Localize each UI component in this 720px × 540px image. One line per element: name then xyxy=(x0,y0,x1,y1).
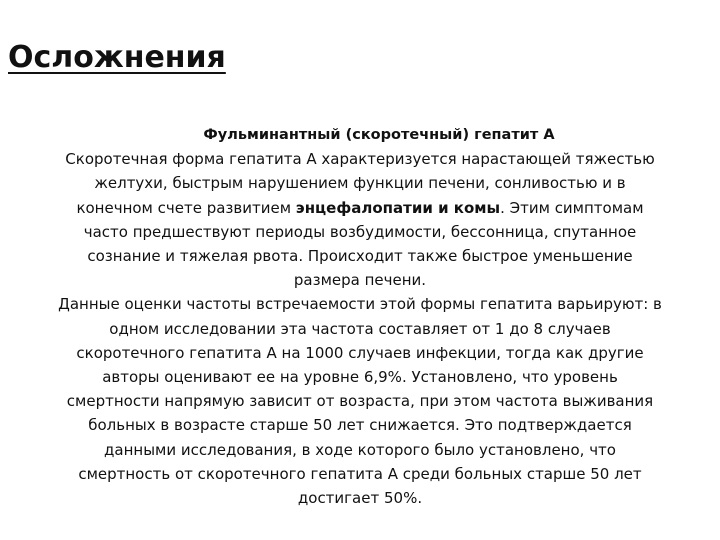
text-line: сознание и тяжелая рвота. Происходит также быстрое уменьшение xyxy=(87,247,633,266)
text-line: скоротечного гепатита А на 1000 случаев инфекции, тогда как другие xyxy=(76,343,644,362)
text-line: одном исследовании эта частота составляет от 1 до 8 случаев xyxy=(109,319,611,338)
paragraph-incidence xyxy=(4,292,716,510)
text-line xyxy=(4,196,716,220)
text-line: Данные оценки частоты встречаемости этой формы гепатита варьируют: в xyxy=(58,295,662,314)
text-line: данными исследования, в ходе которого было установлено, что xyxy=(104,440,616,459)
slide-title: Осложнения xyxy=(8,40,226,75)
text-line: авторы оценивают ее на уровне 6,9%. Установлено, что уровень xyxy=(102,368,618,387)
text-segment: конечном счете развитием xyxy=(76,198,296,217)
text-line: смертности напрямую зависит от возраста, при этом частота выживания xyxy=(66,392,654,411)
text-line: часто предшествуют периоды возбудимости, бессонница, спутанное xyxy=(83,222,637,241)
bold-term: энцефалопатии и комы xyxy=(295,198,501,217)
text-line: Скоротечная форма гепатита А характеризуется нарастающей тяжестью xyxy=(65,150,655,169)
paragraph-clinical-course xyxy=(4,147,716,292)
text-line: достигает 50%. xyxy=(297,489,423,508)
text-line: размера печени. xyxy=(293,271,427,290)
slide-body xyxy=(4,123,716,510)
text-segment: . Этим симптомам xyxy=(500,198,644,217)
text-line: больных в возрасте старше 50 лет снижается. Это подтверждается xyxy=(88,416,632,435)
text-line: желтухи, быстрым нарушением функции печени, сонливостью и в xyxy=(94,174,626,193)
text-line: смертность от скоротечного гепатита А среди больных старше 50 лет xyxy=(78,464,642,483)
slide-subtitle: Фульминантный (скоротечный) гепатит А xyxy=(203,127,555,143)
